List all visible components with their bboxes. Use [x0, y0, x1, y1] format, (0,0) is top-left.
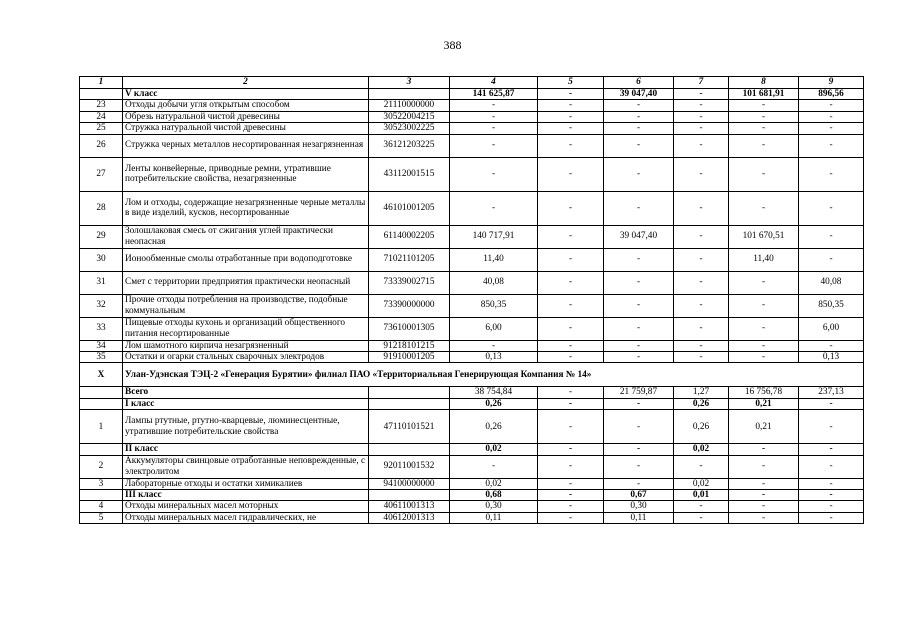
- waste-name: Ионообменные смолы отработанные при водоподготовке: [123, 248, 369, 271]
- column-header: 5: [538, 77, 604, 89]
- value-col-6: -: [604, 191, 674, 225]
- value-col-5: -: [538, 352, 604, 363]
- fkko-code: 73339002715: [369, 271, 450, 294]
- row-number: 27: [80, 157, 123, 191]
- row-number: 1: [80, 410, 123, 444]
- value-col-5: -: [538, 490, 604, 501]
- value-col-5: -: [538, 340, 604, 351]
- value-col-5: -: [538, 225, 604, 248]
- value-col-6: 39 047,40: [604, 225, 674, 248]
- value-col-4: 11,40: [450, 248, 538, 271]
- section-number: X: [80, 363, 123, 387]
- table-row: [80, 478, 864, 489]
- fkko-code: 92011001532: [369, 455, 450, 478]
- waste-name: Остатки и огарки стальных сварочных электродов: [123, 352, 369, 363]
- value-col-4: -: [450, 340, 538, 351]
- table-row: [80, 317, 864, 340]
- value-col-4: 0,11: [450, 512, 538, 523]
- table-header-row: [80, 77, 864, 89]
- value-col-4: 0,30: [450, 501, 538, 512]
- row-number: 23: [80, 100, 123, 111]
- value-col-5: -: [538, 123, 604, 134]
- value-col-7: -: [674, 191, 729, 225]
- row-number: 35: [80, 352, 123, 363]
- value-col-8: -: [729, 512, 799, 523]
- row-number: 5: [80, 512, 123, 523]
- value-col-9: 896,56: [799, 89, 864, 100]
- value-col-9: -: [799, 478, 864, 489]
- value-col-4: -: [450, 157, 538, 191]
- value-col-4: -: [450, 191, 538, 225]
- value-col-8: -: [729, 340, 799, 351]
- value-col-9: -: [799, 340, 864, 351]
- row-number: 26: [80, 134, 123, 157]
- waste-name: Лом и отходы, содержащие незагрязненные черные металлы в виде изделий, кусков, несортированные: [123, 191, 369, 225]
- value-col-4: 0,68: [450, 490, 538, 501]
- value-col-9: -: [799, 455, 864, 478]
- value-col-8: -: [729, 111, 799, 122]
- fkko-code: 94100000000: [369, 478, 450, 489]
- value-col-4: 6,00: [450, 317, 538, 340]
- value-col-5: -: [538, 294, 604, 317]
- value-col-7: -: [674, 111, 729, 122]
- table-row: [80, 225, 864, 248]
- waste-name: Лампы ртутные, ртутно-кварцевые, люминесцентные, утратившие потребительские свойства: [123, 410, 369, 444]
- waste-name: Обрезь натуральной чистой древесины: [123, 111, 369, 122]
- value-col-5: -: [538, 444, 604, 455]
- value-col-6: 0,30: [604, 501, 674, 512]
- value-col-7: -: [674, 271, 729, 294]
- column-header: 9: [799, 77, 864, 89]
- value-col-8: -: [729, 100, 799, 111]
- table-row: [80, 100, 864, 111]
- value-col-9: -: [799, 100, 864, 111]
- fkko-code: [369, 387, 450, 398]
- table-row: [80, 134, 864, 157]
- waste-name: Ленты конвейерные, приводные ремни, утратившие потребительские свойства, незагрязненные: [123, 157, 369, 191]
- value-col-8: 0,21: [729, 398, 799, 409]
- fkko-code: 61140002205: [369, 225, 450, 248]
- fkko-code: [369, 444, 450, 455]
- fkko-code: 91218101215: [369, 340, 450, 351]
- class-summary-row: [80, 398, 864, 409]
- value-col-9: -: [799, 512, 864, 523]
- value-col-6: -: [604, 271, 674, 294]
- value-col-5: -: [538, 410, 604, 444]
- value-col-7: 0,01: [674, 490, 729, 501]
- value-col-7: 0,26: [674, 410, 729, 444]
- value-col-8: 101 681,91: [729, 89, 799, 100]
- value-col-7: 0,02: [674, 444, 729, 455]
- row-number: 29: [80, 225, 123, 248]
- value-col-6: -: [604, 111, 674, 122]
- row-number: [80, 89, 123, 100]
- value-col-9: -: [799, 191, 864, 225]
- value-col-9: -: [799, 501, 864, 512]
- value-col-9: -: [799, 398, 864, 409]
- value-col-4: 40,08: [450, 271, 538, 294]
- row-number: 28: [80, 191, 123, 225]
- waste-name: Стружка натуральной чистой древесины: [123, 123, 369, 134]
- value-col-7: -: [674, 123, 729, 134]
- value-col-4: 38 754,84: [450, 387, 538, 398]
- page-number: 388: [443, 38, 462, 52]
- value-col-5: -: [538, 478, 604, 489]
- value-col-7: -: [674, 317, 729, 340]
- fkko-code: 91910001205: [369, 352, 450, 363]
- value-col-8: -: [729, 123, 799, 134]
- value-col-7: -: [674, 501, 729, 512]
- fkko-code: [369, 490, 450, 501]
- value-col-8: -: [729, 191, 799, 225]
- waste-name: Золошлаковая смесь от сжигания углей практически неопасная: [123, 225, 369, 248]
- value-col-6: 0,11: [604, 512, 674, 523]
- value-col-8: -: [729, 490, 799, 501]
- value-col-9: -: [799, 410, 864, 444]
- value-col-7: -: [674, 294, 729, 317]
- value-col-5: -: [538, 317, 604, 340]
- row-number: 3: [80, 478, 123, 489]
- value-col-9: -: [799, 111, 864, 122]
- column-header: 4: [450, 77, 538, 89]
- waste-name: I класс: [123, 398, 369, 409]
- value-col-7: -: [674, 100, 729, 111]
- value-col-5: -: [538, 398, 604, 409]
- value-col-9: -: [799, 225, 864, 248]
- value-col-6: 39 047,40: [604, 89, 674, 100]
- waste-name: Прочие отходы потребления на производстве, подобные коммунальным: [123, 294, 369, 317]
- fkko-code: 30523002225: [369, 123, 450, 134]
- value-col-8: 101 670,51: [729, 225, 799, 248]
- fkko-code: 46101001205: [369, 191, 450, 225]
- value-col-7: -: [674, 157, 729, 191]
- value-col-6: -: [604, 123, 674, 134]
- row-number: 25: [80, 123, 123, 134]
- value-col-7: -: [674, 248, 729, 271]
- value-col-7: -: [674, 340, 729, 351]
- fkko-code: 36121203225: [369, 134, 450, 157]
- row-number: 32: [80, 294, 123, 317]
- value-col-7: -: [674, 89, 729, 100]
- row-number: [80, 387, 123, 398]
- waste-name: Лом шамотного кирпича незагрязненный: [123, 340, 369, 351]
- waste-table: [79, 76, 864, 524]
- row-number: 4: [80, 501, 123, 512]
- value-col-4: 850,35: [450, 294, 538, 317]
- column-header: 6: [604, 77, 674, 89]
- column-header: 2: [123, 77, 369, 89]
- value-col-5: -: [538, 387, 604, 398]
- value-col-9: 40,08: [799, 271, 864, 294]
- value-col-6: 0,67: [604, 490, 674, 501]
- value-col-8: -: [729, 501, 799, 512]
- fkko-code: 21110000000: [369, 100, 450, 111]
- fkko-code: [369, 398, 450, 409]
- value-col-6: -: [604, 478, 674, 489]
- waste-name: Смет с территории предприятия практически неопасный: [123, 271, 369, 294]
- value-col-7: -: [674, 455, 729, 478]
- row-number: 33: [80, 317, 123, 340]
- value-col-7: -: [674, 352, 729, 363]
- value-col-5: -: [538, 134, 604, 157]
- value-col-8: 16 756,78: [729, 387, 799, 398]
- value-col-9: -: [799, 157, 864, 191]
- waste-name: II класс: [123, 444, 369, 455]
- waste-name: Отходы добычи угля открытым способом: [123, 100, 369, 111]
- value-col-8: 11,40: [729, 248, 799, 271]
- value-col-9: 237,13: [799, 387, 864, 398]
- table-row: [80, 271, 864, 294]
- value-col-5: -: [538, 501, 604, 512]
- value-col-5: -: [538, 248, 604, 271]
- fkko-code: 71021101205: [369, 248, 450, 271]
- value-col-8: -: [729, 294, 799, 317]
- value-col-6: -: [604, 352, 674, 363]
- value-col-5: -: [538, 271, 604, 294]
- fkko-code: 47110101521: [369, 410, 450, 444]
- value-col-5: -: [538, 89, 604, 100]
- table-row: [80, 410, 864, 444]
- value-col-4: 140 717,91: [450, 225, 538, 248]
- row-number: 31: [80, 271, 123, 294]
- row-number: 2: [80, 455, 123, 478]
- fkko-code: 40611001313: [369, 501, 450, 512]
- value-col-7: -: [674, 512, 729, 523]
- value-col-5: -: [538, 100, 604, 111]
- value-col-6: 21 759,87: [604, 387, 674, 398]
- value-col-4: 0,02: [450, 444, 538, 455]
- value-col-8: -: [729, 478, 799, 489]
- table-row: [80, 352, 864, 363]
- waste-name: V класс: [123, 89, 369, 100]
- value-col-4: -: [450, 455, 538, 478]
- table-row: [80, 455, 864, 478]
- value-col-9: -: [799, 134, 864, 157]
- value-col-6: -: [604, 157, 674, 191]
- value-col-8: -: [729, 444, 799, 455]
- value-col-8: -: [729, 455, 799, 478]
- row-number: 34: [80, 340, 123, 351]
- waste-name: Отходы минеральных масел моторных: [123, 501, 369, 512]
- waste-name: III класс: [123, 490, 369, 501]
- value-col-9: -: [799, 444, 864, 455]
- value-col-9: 0,13: [799, 352, 864, 363]
- value-col-4: -: [450, 134, 538, 157]
- section-title: Улан-Удэнская ТЭЦ-2 «Генерация Бурятии» филиал ПАО «Территориальная Генерирующая Компания № 14»: [123, 363, 864, 387]
- fkko-code: 40612001313: [369, 512, 450, 523]
- value-col-7: 1,27: [674, 387, 729, 398]
- waste-name: Всего: [123, 387, 369, 398]
- fkko-code: 73390000000: [369, 294, 450, 317]
- value-col-7: -: [674, 134, 729, 157]
- class-summary-row: [80, 490, 864, 501]
- value-col-6: -: [604, 100, 674, 111]
- value-col-4: 0,13: [450, 352, 538, 363]
- row-number: 30: [80, 248, 123, 271]
- value-col-4: 141 625,87: [450, 89, 538, 100]
- table-row: [80, 248, 864, 271]
- value-col-6: -: [604, 294, 674, 317]
- table-row: [80, 191, 864, 225]
- column-header: 7: [674, 77, 729, 89]
- value-col-5: -: [538, 191, 604, 225]
- value-col-9: -: [799, 248, 864, 271]
- value-col-8: -: [729, 317, 799, 340]
- value-col-6: -: [604, 410, 674, 444]
- table-row: [80, 157, 864, 191]
- fkko-code: 30522004215: [369, 111, 450, 122]
- value-col-8: -: [729, 134, 799, 157]
- class-summary-row: [80, 89, 864, 100]
- value-col-6: -: [604, 340, 674, 351]
- class-summary-row: [80, 444, 864, 455]
- table-row: [80, 501, 864, 512]
- column-header: 1: [80, 77, 123, 89]
- value-col-4: -: [450, 100, 538, 111]
- fkko-code: 43112001515: [369, 157, 450, 191]
- value-col-6: -: [604, 455, 674, 478]
- value-col-7: 0,26: [674, 398, 729, 409]
- fkko-code: 73610001305: [369, 317, 450, 340]
- value-col-6: -: [604, 317, 674, 340]
- value-col-4: 0,26: [450, 410, 538, 444]
- row-number: 24: [80, 111, 123, 122]
- value-col-4: 0,26: [450, 398, 538, 409]
- waste-name: Аккумуляторы свинцовые отработанные неповрежденные, с электролитом: [123, 455, 369, 478]
- value-col-5: -: [538, 157, 604, 191]
- value-col-7: -: [674, 225, 729, 248]
- table-row: [80, 340, 864, 351]
- value-col-8: -: [729, 352, 799, 363]
- value-col-9: -: [799, 123, 864, 134]
- row-number: [80, 398, 123, 409]
- value-col-6: -: [604, 248, 674, 271]
- value-col-5: -: [538, 512, 604, 523]
- value-col-4: -: [450, 123, 538, 134]
- value-col-4: -: [450, 111, 538, 122]
- column-header: 3: [369, 77, 450, 89]
- value-col-5: -: [538, 455, 604, 478]
- value-col-6: -: [604, 134, 674, 157]
- table-row: [80, 294, 864, 317]
- fkko-code: [369, 89, 450, 100]
- waste-name: Пищевые отходы кухонь и организаций общественного питания несортированные: [123, 317, 369, 340]
- table-row: [80, 111, 864, 122]
- section-row: [80, 363, 864, 387]
- value-col-9: 6,00: [799, 317, 864, 340]
- row-number: [80, 490, 123, 501]
- value-col-8: 0,21: [729, 410, 799, 444]
- waste-name: Стружка черных металлов несортированная незагрязненная: [123, 134, 369, 157]
- value-col-9: 850,35: [799, 294, 864, 317]
- value-col-6: -: [604, 444, 674, 455]
- waste-name: Отходы минеральных масел гидравлических, не: [123, 512, 369, 523]
- value-col-5: -: [538, 111, 604, 122]
- value-col-4: 0,02: [450, 478, 538, 489]
- table-row: [80, 123, 864, 134]
- value-col-6: -: [604, 398, 674, 409]
- value-col-8: -: [729, 157, 799, 191]
- row-number: [80, 444, 123, 455]
- table-row: [80, 512, 864, 523]
- value-col-7: 0,02: [674, 478, 729, 489]
- waste-name: Лабораторные отходы и остатки химикалиев: [123, 478, 369, 489]
- class-summary-row: [80, 387, 864, 398]
- value-col-8: -: [729, 271, 799, 294]
- value-col-9: -: [799, 490, 864, 501]
- column-header: 8: [729, 77, 799, 89]
